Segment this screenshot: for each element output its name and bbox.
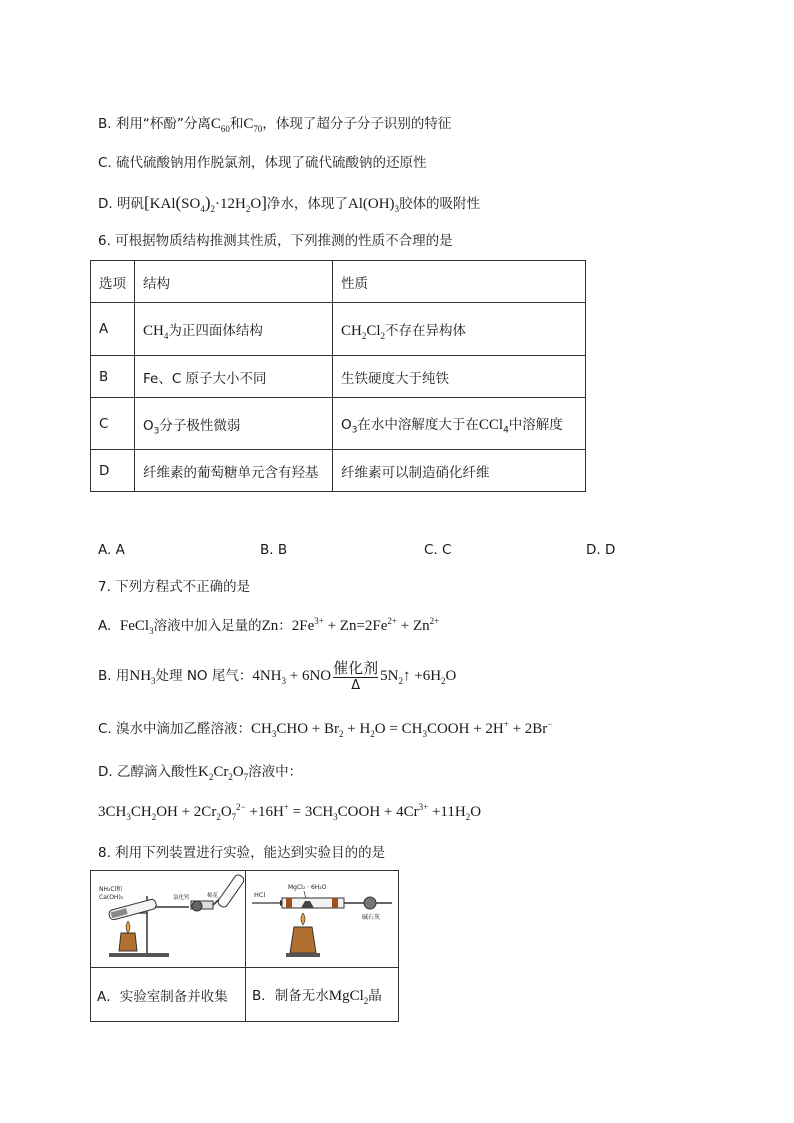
svg-text:棉花: 棉花 <box>207 893 219 899</box>
row-structure: $CH_4$为正四面体结构 <box>135 303 333 356</box>
row-option: C <box>91 398 135 450</box>
q7-option-d: D. 乙醇滴入酸性$K_2Cr_2O_7$溶液中： <box>98 764 303 782</box>
row-structure: $O_3$分子极性微弱 <box>135 398 333 450</box>
aloh3: $Al(OH)_3$ <box>347 196 400 214</box>
alum-formula: $[KAl(SO_4)_2\cdot 12H_2O]$ <box>143 193 267 214</box>
caption-a: A．实验室制备并收集 <box>91 968 246 1022</box>
row-property: 纤维素可以制造硝化纤维 <box>333 450 586 492</box>
table-header-row <box>91 261 586 303</box>
q5-option-c: C. 硫代硫酸钠用作脱氯剂，体现了硫代硫酸钠的还原性 <box>98 155 427 171</box>
q5b-and: 和 <box>229 116 244 132</box>
row-option: D <box>91 450 135 492</box>
q6-table <box>90 260 586 492</box>
q5-option-b <box>98 114 451 134</box>
row-structure: Fe、C 原子大小不同 <box>135 356 333 398</box>
q7-option-a: A. FeCl$_3$溶液中加入足量的Zn：$2Fe^{3+} + Zn=2Fe^{2+} + Zn^{2+}$ <box>98 616 440 636</box>
option-d[interactable]: D. D <box>586 542 616 558</box>
row-property: $CH_2Cl_2$不存在异构体 <box>333 303 586 356</box>
q5d-suffix: 胶体的吸附性 <box>399 196 481 212</box>
mgcl2-apparatus-figure <box>246 871 398 963</box>
q7-option-b: B. 用$NH_3$处理 NO 尾气：$4NH_3 + 6NO$ 催化剂 Δ $5N_2↑ +6H_2O$ <box>98 658 457 693</box>
svg-text:NH₄Cl和: NH₄Cl和 <box>99 886 123 893</box>
q6-options <box>98 540 618 560</box>
row-option: A <box>91 303 135 356</box>
catalyst-condition: 催化剂 Δ <box>333 658 379 693</box>
svg-text:氯化钙: 氯化钙 <box>173 895 190 901</box>
q7-option-c: C. 溴水中滴加乙醛溶液：$CH_3CHO + Br_2 + H_2O$ = $CH_3COOH + 2H^+ + 2Br^-$ <box>98 719 553 739</box>
q5b-suffix: ，体现了超分子分子识别的特征 <box>262 116 452 132</box>
q8-table <box>90 870 399 1022</box>
header-option: 选项 <box>91 261 135 303</box>
option-c[interactable]: C. C <box>424 542 452 558</box>
table-row <box>91 398 586 450</box>
q7-d-equation: $3CH_3CH_2OH + 2Cr_2O_7^{2-} +16H^+$ = $3CH_3COOH + 4Cr^{3+} +11H_2O$ <box>98 802 482 822</box>
table-row <box>91 450 586 492</box>
c60: $C_{60}$ <box>210 116 230 134</box>
q5d-prefix: D. 明矾 <box>98 196 144 212</box>
q5-option-d <box>98 193 480 214</box>
option-a[interactable]: A. A <box>98 542 125 558</box>
row-option: B <box>91 356 135 398</box>
header-property: 性质 <box>333 261 586 303</box>
ammonia-apparatus-figure <box>91 871 245 963</box>
row-structure: 纤维素的葡萄糖单元含有羟基 <box>135 450 333 492</box>
q8-stem: 8. 利用下列装置进行实验，能达到实验目的的是 <box>98 845 386 861</box>
apparatus-a <box>91 871 246 968</box>
q6-stem: 6. 可根据物质结构推测其性质，下列推测的性质不合理的是 <box>98 233 453 249</box>
svg-text:HCl: HCl <box>254 891 266 899</box>
svg-text:Ca(OH)₂: Ca(OH)₂ <box>99 894 124 901</box>
row-property: $O_3$在水中溶解度大于在CCl$_4$中溶解度 <box>333 398 586 450</box>
svg-text:碱石灰: 碱石灰 <box>362 914 381 921</box>
header-structure: 结构 <box>135 261 333 303</box>
option-b[interactable]: B. B <box>260 542 288 558</box>
table-row <box>91 303 586 356</box>
svg-text:MgCl₂ · 6H₂O: MgCl₂ · 6H₂O <box>288 884 327 891</box>
caption-b: B．制备无水MgCl$_2$晶 <box>246 968 399 1022</box>
table-row <box>91 356 586 398</box>
c70: $C_{70}$ <box>243 116 263 134</box>
q7-stem: 7. 下列方程式不正确的是 <box>98 579 251 595</box>
apparatus-b <box>246 871 399 968</box>
row-property: 生铁硬度大于纯铁 <box>333 356 586 398</box>
q5d-mid: 净水，体现了 <box>266 196 348 212</box>
q5b-prefix: B. 利用“杯酚”分离 <box>98 116 211 132</box>
